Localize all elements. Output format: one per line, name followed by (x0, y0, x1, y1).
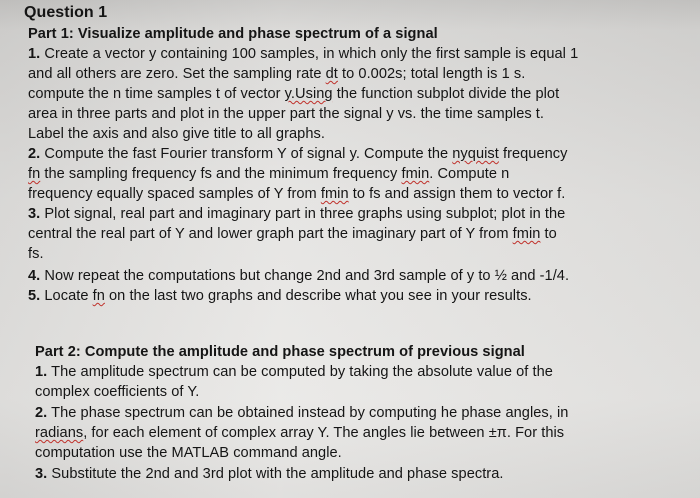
part1-item5-line1 (28, 287, 532, 305)
spellcheck-word: fmin (512, 226, 541, 242)
item-text: to 0.002s; total length is 1 s. (337, 66, 526, 82)
part1-item2-line2 (28, 165, 509, 183)
part2-item2-line1 (35, 404, 568, 422)
part2-heading: Part 2: Compute the amplitude and phase spectrum of previous signal (35, 344, 525, 360)
item-text: Locate (44, 288, 93, 304)
item-text: to fs and assign them to vector f. (348, 186, 566, 202)
item-text: on the last two graphs and describe what you see in your results. (104, 288, 532, 304)
item-number: 3. (28, 206, 41, 222)
item-text: Create a vector y containing 100 samples, in which only the first sample is equal 1 (44, 46, 579, 62)
part1-item2-line1 (28, 145, 568, 163)
part1-item3-line1 (28, 205, 565, 223)
item-number: 3. (35, 466, 48, 482)
spellcheck-word: fmin (401, 166, 430, 182)
spellcheck-word: dt (325, 66, 338, 82)
part2-item3-line1 (35, 465, 504, 483)
item-text: frequency (498, 146, 568, 162)
spellcheck-word: fmin (320, 186, 349, 202)
item-number: 2. (28, 146, 41, 162)
item-number: 1. (28, 46, 41, 62)
part2-item1-line1 (35, 363, 553, 381)
item-text: the function subplot divide the plot (332, 86, 560, 102)
item-text: , for each element of complex array Y. The angles lie between ±π. For this (83, 425, 565, 441)
part1-item1-line1 (28, 45, 578, 63)
item-text: compute the n time samples t of vector (28, 86, 285, 102)
item-text: frequency equally spaced samples of Y from (28, 186, 321, 202)
item-text: and all others are zero. Set the sampling rate (28, 66, 326, 82)
question-title: Question 1 (24, 4, 108, 21)
spellcheck-word: radians (35, 425, 84, 441)
item-text: to (540, 226, 557, 242)
item-text: Plot signal, real part and imaginary part in three graphs using subplot; plot in the (44, 206, 566, 222)
item-text: the sampling frequency fs and the minimum frequency (40, 166, 402, 182)
item-number: 5. (28, 288, 41, 304)
part1-item2-line3 (28, 185, 565, 203)
item-text: Now repeat the computations but change 2nd and 3rd sample of y to ½ and -1/4. (44, 268, 570, 284)
part2-item2-line3: computation use the MATLAB command angle. (35, 445, 342, 461)
part1-item1-line4: area in three parts and plot in the upper part the signal y vs. the time samples t. (28, 106, 545, 122)
spellcheck-word: nyquist (452, 146, 499, 162)
part1-item1-line3 (28, 85, 559, 103)
item-text: Substitute the 2nd and 3rd plot with the amplitude and phase spectra. (51, 466, 504, 482)
spellcheck-word: fn (28, 166, 41, 182)
part1-item4-line1 (28, 267, 569, 285)
part2-item2-line2 (35, 424, 564, 442)
item-text: The phase spectrum can be obtained instead by computing he phase angles, in (51, 405, 569, 421)
item-number: 4. (28, 268, 41, 284)
item-number: 2. (35, 405, 48, 421)
part1-item1-line5: Label the axis and also give title to all graphs. (28, 126, 325, 142)
spellcheck-word: fn (92, 288, 105, 304)
item-text: Compute the fast Fourier transform Y of signal y. Compute the (44, 146, 453, 162)
item-number: 1. (35, 364, 48, 380)
part1-heading: Part 1: Visualize amplitude and phase spectrum of a signal (28, 26, 438, 42)
item-text: central the real part of Y and lower graph part the imaginary part of Y from (28, 226, 513, 242)
part1-item1-line2 (28, 65, 525, 83)
part2-item1-line2: complex coefficients of Y. (35, 384, 200, 400)
item-text: . Compute n (429, 166, 510, 182)
spellcheck-word: y.Using (284, 86, 333, 102)
part1-item3-line3: fs. (28, 246, 44, 262)
part1-item3-line2 (28, 225, 557, 243)
item-text: The amplitude spectrum can be computed by taking the absolute value of the (51, 364, 553, 380)
